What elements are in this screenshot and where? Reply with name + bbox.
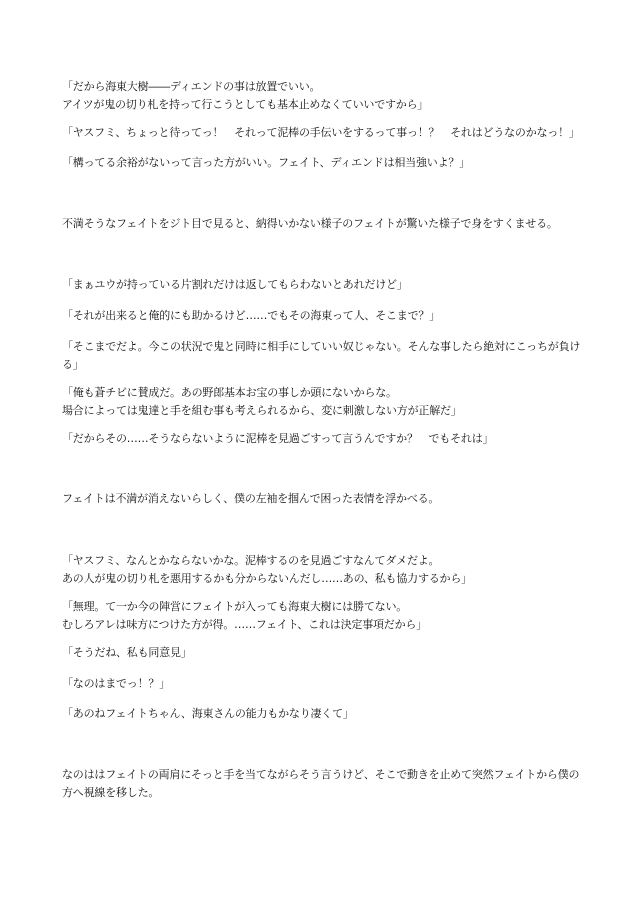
paragraph-1 — [62, 78, 428, 114]
paragraph-12 — [62, 598, 427, 634]
text-line: 不満そうなフェイトをジト目で見ると、納得いかない様子のフェイトが驚いた様子で身をすくませる。 — [62, 217, 558, 230]
text-line: 「そこまでだよ。今この状況で鬼と同時に相手にしていい奴じゃない。そんな事したら絶対にこっちが負ける」 — [62, 340, 581, 371]
paragraph-16 — [62, 766, 582, 802]
text-line: 「なのはまでっ！？」 — [62, 677, 170, 690]
text-line: 「ヤスフミ、なんとかならないかな。泥棒するのを見過ごすなんてダメだよ。 — [62, 554, 440, 567]
text-line: 「ヤスフミ、ちょっと待ってっ！ それって泥棒の手伝いをするって事っ！？ それはどうなのかなっ！」 — [62, 126, 580, 139]
text-line: なのははフェイトの両肩にそっと手を当てながらそう言うけど、そこで動きを止めて突然フェイトから僕の方へ視線を移した。 — [62, 768, 580, 799]
text-line: アイツが鬼の切り札を持って行こうとしても基本止めなくていいですから」 — [62, 98, 429, 111]
paragraph-4 — [62, 215, 558, 233]
paragraph-13 — [62, 644, 192, 662]
text-line: 「そうだね、私も同意見」 — [62, 646, 192, 659]
text-line: 「構ってる余裕がないって言った方がいい。フェイト、ディエンドは相当強いよ？」 — [62, 156, 470, 169]
paragraph-11 — [62, 552, 472, 588]
paragraph-8 — [62, 384, 462, 420]
paragraph-2 — [62, 124, 580, 142]
paragraph-7 — [62, 338, 582, 374]
paragraph-5 — [62, 276, 408, 294]
text-line: 「だからその……そうならないように泥棒を見過ごすって言うんですか？ でもそれは」 — [62, 432, 494, 445]
paragraph-15 — [62, 705, 354, 723]
text-line: 場合によっては鬼達と手を組む事も考えられるから、変に刺激しない方が正解だ」 — [62, 404, 462, 417]
text-line: 「それが出来ると俺的にも助かるけど……でもその海東って人、そこまで？」 — [62, 309, 440, 322]
text-line: むしろアレは味方につけた方が得。……フェイト、これは決定事項だから」 — [62, 618, 427, 631]
paragraph-3 — [62, 154, 470, 172]
paragraph-14 — [62, 675, 170, 693]
paragraph-9 — [62, 430, 493, 448]
paragraph-6 — [62, 307, 440, 325]
text-line: 「俺も蒼チビに賛成だ。あの野郎基本お宝の事しか頭にないからな。 — [62, 386, 397, 399]
text-line: 「無理。て一か今の陣営にフェイトが入っても海東大樹には勝てない。 — [62, 600, 408, 613]
text-line: 「だから海東大樹――ディエンドの事は放置でいい。 — [62, 80, 321, 93]
text-line: 「まぁユウが持っている片割れだけは返してもらわないとあれだけど」 — [62, 278, 408, 291]
text-line: フェイトは不満が消えないらしく、僕の左袖を掴んで困った表情を浮かべる。 — [62, 492, 440, 505]
paragraph-10 — [62, 490, 439, 508]
text-line: あの人が鬼の切り札を悪用するかも分からないんだし……あの、私も協力するから」 — [62, 572, 472, 585]
text-line: 「あのねフェイトちゃん、海東さんの能力もかなり凄くて」 — [62, 707, 354, 720]
